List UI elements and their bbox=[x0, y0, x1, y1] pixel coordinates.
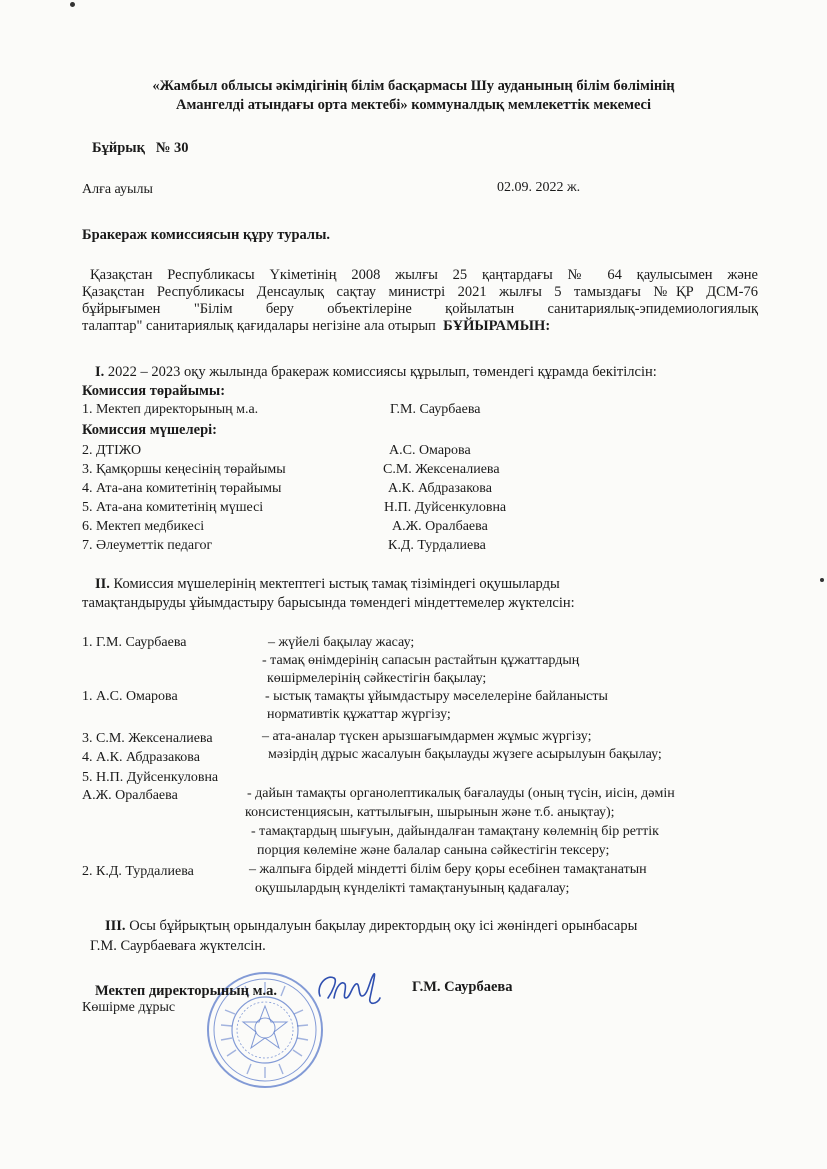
duty-text: нормативтік құжаттар жүргізу; bbox=[267, 707, 451, 722]
member-name: Н.П. Дуйсенкуловна bbox=[384, 500, 507, 515]
member-role: 2. ДТІЖО bbox=[82, 443, 142, 458]
order-date: 02.09. 2022 ж. bbox=[497, 180, 581, 195]
preamble-line: Қазақстан Республикасы Үкіметінің 2008 жылғы 25 қаңтардағы № 64 қаулысымен және bbox=[90, 267, 758, 283]
duty-text: – жүйелі бақылау жасау; bbox=[268, 635, 415, 650]
duty-person: А.Ж. Оралбаева bbox=[82, 788, 178, 803]
member-name: А.С. Омарова bbox=[389, 443, 471, 458]
member-role: 6. Мектеп медбикесі bbox=[82, 519, 205, 534]
duty-text: - дайын тамақты органолептикалық бағалауды (оның түсін, иісін, дәмін bbox=[247, 786, 675, 801]
preamble-line: бұйрығымен "Білім беру объектілеріне қойылатын санитариялық-эпидемиологиялық bbox=[82, 301, 758, 317]
section3-line-1: III. Осы бұйрықтың орындалуын бақылау директордың оқу ісі жөніндегі орынбасары bbox=[105, 918, 638, 934]
duty-text: мәзірдің дұрыс жасалуын бақылауды жүзеге асырылуын бақылау; bbox=[268, 747, 662, 762]
member-role: 4. Ата-ана комитетінің төрайымы bbox=[82, 481, 282, 496]
header-line-1: «Жамбыл облысы әкімдігінің білім басқармасы Шу ауданының білім бөлімінің bbox=[152, 78, 675, 94]
member-role: 3. Қамқоршы кеңесінің төрайымы bbox=[82, 462, 286, 477]
command-word: БҰЙЫРАМЫН: bbox=[443, 318, 551, 334]
member-name: А.Ж. Оралбаева bbox=[392, 519, 488, 534]
section2-intro-1: II. Комиссия мүшелерінің мектептегі ыстық тамақ тізіміндегі оқушыларды bbox=[95, 576, 560, 592]
section2-intro-2: тамақтандыруды ұйымдастыру барысында төмендегі міндеттемелер жүктелсін: bbox=[82, 595, 575, 611]
duty-text: – ата-аналар түскен арызшағымдармен жұмыс жүргізу; bbox=[262, 729, 592, 744]
order-subject: Бракераж комиссиясын құру туралы. bbox=[82, 227, 331, 243]
duty-person: 5. Н.П. Дуйсенкуловна bbox=[82, 770, 219, 785]
duty-text: - тамақтардың шығуын, дайындалған тамақтану көлемнің бір реттік bbox=[251, 824, 659, 839]
scan-mark bbox=[70, 2, 75, 7]
duty-person: 1. Г.М. Саурбаева bbox=[82, 635, 187, 650]
duty-text: порция көлеміне және балалар санына сәйкестігін тексеру; bbox=[257, 843, 610, 858]
order-place: Алға ауылы bbox=[82, 182, 153, 197]
member-role: 5. Ата-ана комитетінің мүшесі bbox=[82, 500, 264, 515]
preamble-line: Қазақстан Республикасы Денсаулық сақтау министрі 2021 жылғы 5 тамыздағы №ҚР ДСМ-76 bbox=[82, 284, 758, 300]
scan-mark bbox=[820, 578, 824, 582]
member-name: А.К. Абдразакова bbox=[388, 481, 492, 496]
director-signature bbox=[312, 968, 382, 1012]
duty-text: - тамақ өнімдерінің сапасын растайтын құжаттардың bbox=[262, 653, 580, 668]
duty-person: 1. А.С. Омарова bbox=[82, 689, 178, 704]
section3-line-2: Г.М. Саурбаеваға жүктелсін. bbox=[90, 938, 266, 954]
duty-text: консистенциясын, каттылығын, шырынын және т.б. анықтау); bbox=[245, 805, 615, 820]
preamble bbox=[82, 267, 758, 335]
members-heading: Комиссия мүшелері: bbox=[82, 422, 217, 438]
signature-name: Г.М. Саурбаева bbox=[412, 979, 513, 995]
duty-person: 2. К.Д. Турдалиева bbox=[82, 864, 194, 879]
chair-heading: Комиссия төрайымы: bbox=[82, 383, 226, 399]
section1-intro: I. 2022 – 2023 оқу жылында бракераж комиссиясы құрылып, төмендегі құрамда бекітілсін: bbox=[95, 364, 657, 380]
header-line-2: Амангелді атындағы орта мектебі» коммуналдық мемлекеттік мекемесі bbox=[175, 97, 652, 113]
chair-name: Г.М. Саурбаева bbox=[390, 402, 481, 417]
preamble-last-line: талаптар" санитариялық қағидалары негізіне ала отырып БҰЙЫРАМЫН: bbox=[82, 318, 551, 334]
duty-text: көшірмелерінің сәйкестігін бақылау; bbox=[267, 671, 487, 686]
duty-text: оқушылардың күнделікті тамақтануының қадағалау; bbox=[255, 881, 570, 896]
copy-note: Көшірме дұрыс bbox=[82, 1000, 176, 1015]
order-number: № 30 bbox=[155, 140, 189, 156]
chair-role: 1. Мектеп директорының м.а. bbox=[82, 402, 259, 417]
duty-text: – жалпыға бірдей міндетті білім беру қоры есебінен тамақтанатын bbox=[249, 862, 647, 877]
order-title: Бұйрық № 30 bbox=[92, 140, 189, 156]
signature-title: Мектеп директорының м.а. bbox=[95, 983, 277, 999]
member-name: К.Д. Турдалиева bbox=[388, 538, 486, 553]
duty-person: 3. С.М. Жексеналиева bbox=[82, 731, 213, 746]
member-role: 7. Әлеуметтік педагог bbox=[82, 538, 213, 553]
duty-person: 4. А.К. Абдразакова bbox=[82, 750, 200, 765]
member-name: С.М. Жексеналиева bbox=[383, 462, 500, 477]
duty-text: - ыстық тамақты ұйымдастыру мәселелеріне байланысты bbox=[265, 689, 608, 704]
